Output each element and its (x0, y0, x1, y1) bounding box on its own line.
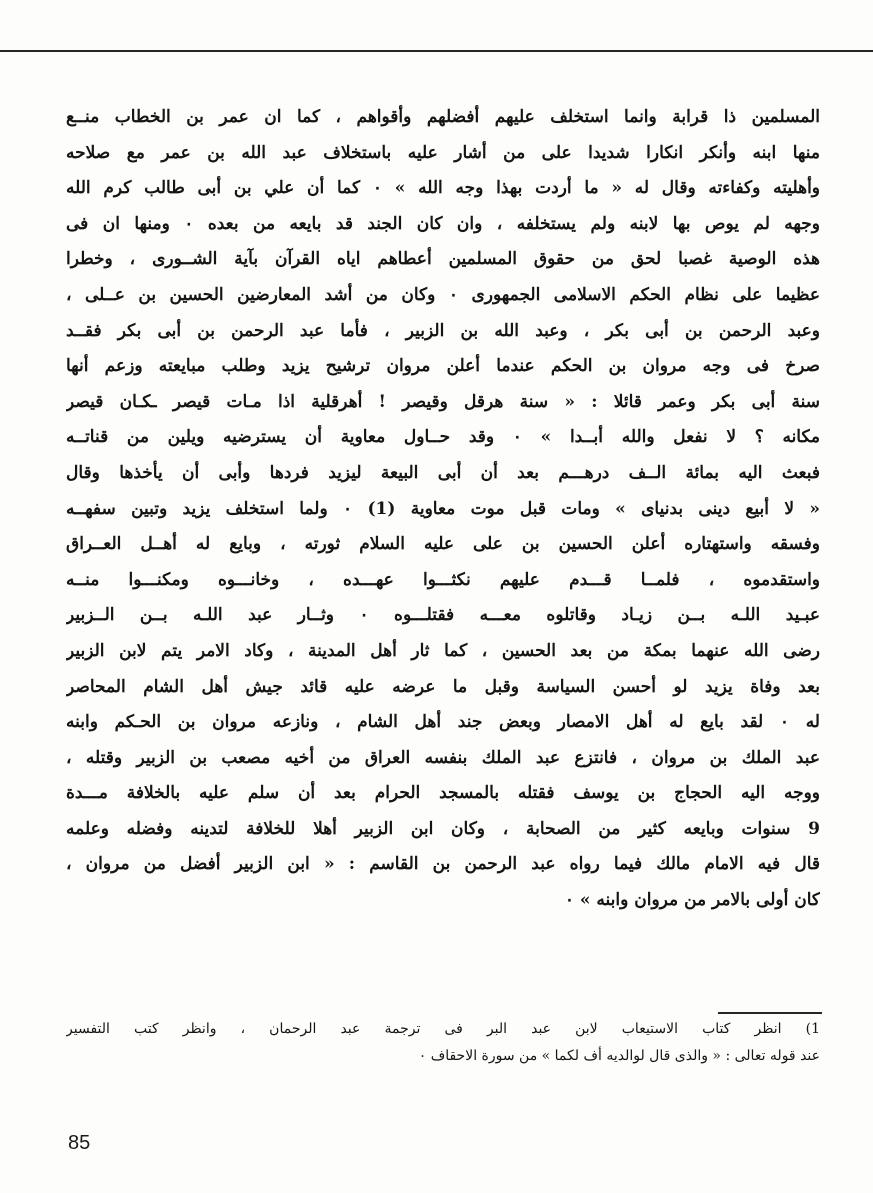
footnote-line: عند قوله تعالى : « والذى قال لوالديه أف لكما » من سورة الاحقاف ٠ (418, 1048, 820, 1064)
text-line: وعبد الرحمن بن أبى بكر ، وعبد الله بن الزبير ، فأما عبد الرحمن بن أبى بكر فقــد (66, 320, 820, 341)
text-line: هذه الوصية غصبا لحق من حقوق المسلمين أعطاهم اياه القرآن بآية الشــورى ، وخطرا (66, 249, 820, 270)
text-line: عبد الملك بن مروان ، فانتزع عبد الملك بنفسه العراق من أخيه مصعب بن الزبير وقتله ، (66, 747, 820, 768)
footnote-block (66, 1016, 820, 1070)
text-line: له ٠ لقد بايع له أهل الامصار وبعض جند أهل الشام ، ونازعه مروان بن الحـكم وابنه (66, 712, 820, 733)
footnote-separator (718, 1012, 822, 1014)
text-line: عبـيد اللـه بــن زيـاد وقاتلوه معـــه فقتلـــوه ٠ وثــار عبد اللـه بــن الــزبير (66, 605, 820, 626)
text-line: 9 سنوات وبايعه كثير من الصحابة ، وكان ابن الزبير أهلا للخلافة لتدينه وفضله وعلمه (66, 818, 820, 839)
text-line: فبعث اليه بمائة الــف درهـــم بعد أن أبى البيعة ليزيد فردها وأبى أن يأخذها وقال (66, 462, 820, 483)
text-line-last: كان أولى بالامر من مروان وابنه » ٠ (564, 890, 820, 911)
text-line: قال فيه الامام مالك فيما رواه عبد الرحمن بن القاسم : « ابن الزبير أفضل من مروان ، (66, 854, 820, 875)
main-text-block (66, 100, 820, 919)
text-line: وأهليته وكفاءته وقال له « ما أردت بهذا وجه الله » ٠ كما أن علي بن أبى طالب كرم الله (66, 178, 820, 199)
text-line: عظيما على نظام الحكم الاسلامى الجمهورى ٠ وكان من أشد المعارضين الحسين بن عــلى ، (66, 284, 820, 305)
text-line: بعد وفاة يزيد لو أحسن السياسة وقبل ما عرضه عليه قائد جيش أهل الشام المحاصر (66, 676, 820, 697)
text-line: ووجه اليه الحجاج بن يوسف فقتله بالمسجد الحرام بعد أن سلم عليه بالخلافة مـــدة (66, 783, 820, 804)
text-line: وجهه لم يوص بها لابنه ولم يستخلفه ، وان كان الجند قد بايعه من بعده ٠ ومنها ان فى (66, 213, 820, 234)
text-line: صرخ فى وجه مروان بن الحكم عندما أعلن مروان ترشيح يزيد وطلب مبايعته وزعم أنها (66, 356, 820, 377)
text-line: مكانه ؟ لا نفعل والله أبــدا » ٠ وقد حــاول معاوية أن يسترضيه ويلين من قناتــه (66, 427, 820, 448)
text-line: منها ابنه وأنكر انكارا شديدا على من أشار عليه باستخلاف عبد الله بن عمر مع صلاحه (66, 142, 820, 163)
text-line: رضى الله عنهما بمكة من بعد الحسين ، كما ثار أهل المدينة ، وكاد الامر يتم لابن الزبير (66, 640, 820, 661)
text-line: سنة أبى بكر وعمر قائلا : « سنة هرقل وقيصر ! أهرقلية اذا مـات قيصر ـكـان قيصر (66, 391, 820, 412)
header-rule (0, 50, 873, 52)
footnote-line: 1) انظر كتاب الاستيعاب لابن عبد البر فى ترجمة عبد الرحمان ، وانظر كتب التفسير (66, 1021, 820, 1037)
text-line: « لا أبيع دينى بدنياى » ومات قبل موت معاوية (1) ٠ ولما استخلف يزيد وتبين سفهــه (66, 498, 820, 519)
text-line: المسلمين ذا قرابة وانما استخلف عليهم أفضلهم وأقواهم ، كما ان عمر بن الخطاب منــع (66, 107, 820, 127)
text-line: واستقدموه ، فلمــا قـــدم عليهم نكثـــوا عهـــده ، وخانـــوه ومكنـــوا منــه (66, 569, 820, 590)
text-line: وفسقه واستهتاره أعلن الحسين بن على عليه السلام ثورته ، وبايع له أهــل العــراق (66, 534, 820, 555)
page-number: 85 (68, 1132, 91, 1154)
